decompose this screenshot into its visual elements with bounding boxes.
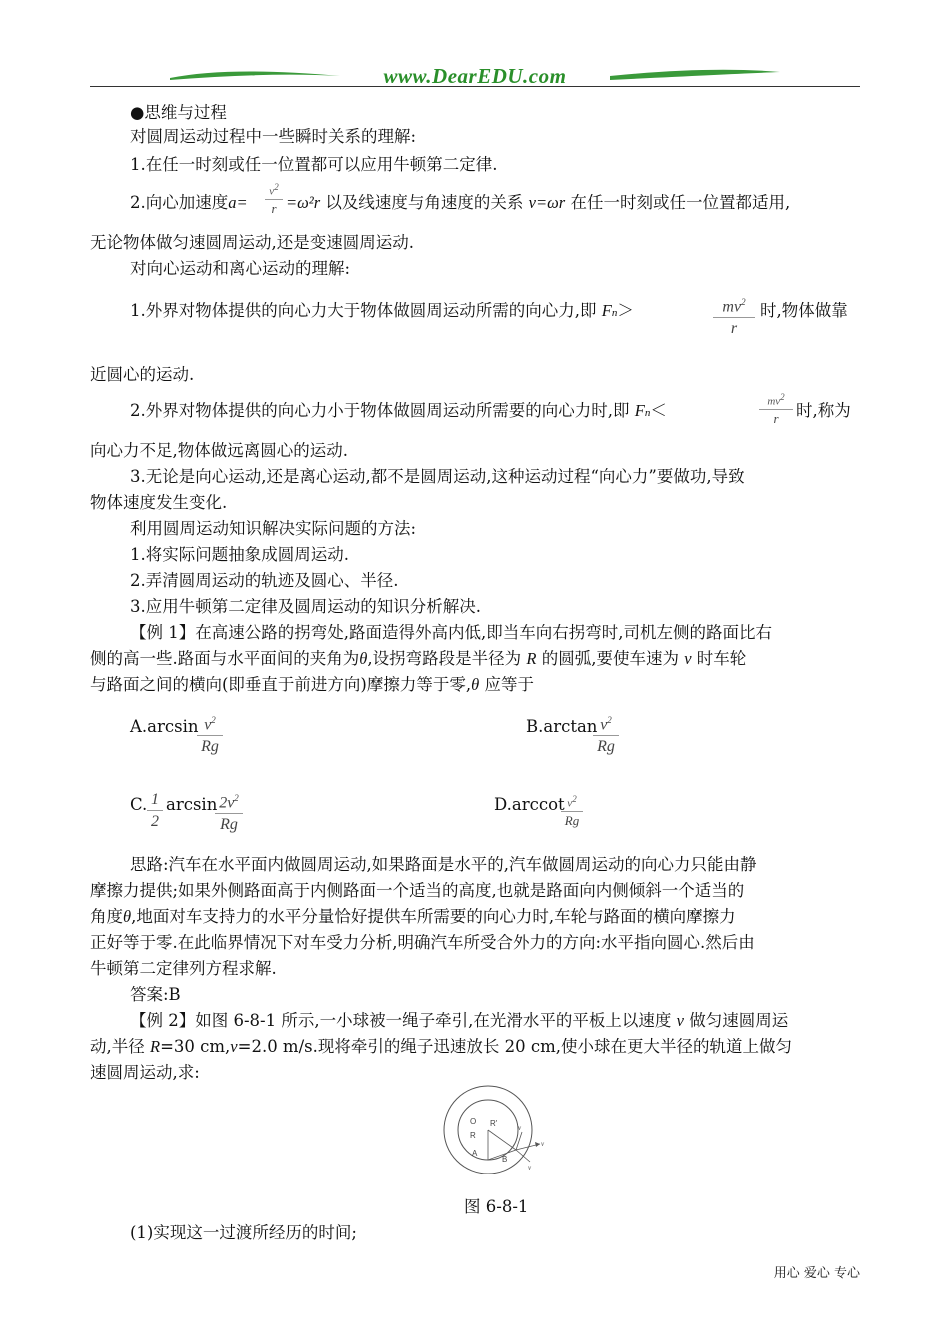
text-line: 对向心运动和离心运动的理解:	[130, 259, 351, 278]
fraction-mv2-over-r	[758, 390, 794, 428]
math-sub: n	[611, 307, 618, 319]
math-num: v	[204, 716, 212, 734]
math-var: v	[684, 649, 692, 668]
math-var: R	[150, 1037, 161, 1056]
text-span: 角度	[90, 907, 123, 926]
answer-line: 答案:B	[130, 985, 181, 1004]
math-sup: 2	[211, 715, 216, 725]
math-den: Rg	[564, 812, 580, 828]
text-line: 3.应用牛顿第二定律及圆周运动的知识分析解决.	[130, 597, 481, 616]
example-2-line: 速圆周运动,求:	[90, 1063, 200, 1082]
text-span: 应等于	[484, 675, 534, 694]
math-var: v	[676, 1011, 684, 1030]
math-den: 2	[151, 813, 159, 830]
option-c-func: arcsin	[166, 795, 218, 814]
math-var: F	[601, 301, 612, 320]
circle-diagram	[440, 1082, 560, 1174]
option-c-half	[146, 790, 164, 833]
math-sup: 2	[572, 794, 577, 804]
text-line: 向心力不足,物体做远离圆心的运动.	[90, 441, 348, 460]
math-num: mv	[767, 395, 781, 408]
solution-line	[90, 906, 736, 928]
example-2-line	[90, 1036, 792, 1058]
math-var: F	[634, 401, 645, 420]
math-sup: 2	[274, 182, 279, 192]
math-num: v	[567, 797, 573, 810]
fig-label: v	[528, 1164, 532, 1172]
text-span: ,设拐弯路段是半径为	[367, 649, 522, 668]
fraction-v2-over-r	[264, 180, 284, 218]
text-line: 3.无论是向心运动,还是离心运动,都不是圆周运动,这种运动过程“向心力”要做功,导致	[130, 467, 745, 486]
text-span: 侧的高一些.路面与水平面间的夹角为	[90, 649, 360, 668]
fig-label: v	[518, 1124, 522, 1132]
text-line: 物体速度发生变化.	[90, 493, 228, 512]
math-num: mv	[722, 298, 742, 316]
figure-6-8-1	[440, 1082, 560, 1174]
logo-text: www.DearEDU.com	[383, 64, 567, 88]
text-span: 1.外界对物体提供的向心力大于物体做圆周运动所需的向心力,即	[130, 301, 597, 320]
math-var: v	[230, 1037, 238, 1056]
text-span: =2.0 m/s.现将牵引的绳子迅速放长 20 cm,使小球在更大半径的轨道上做匀	[237, 1037, 792, 1056]
section-heading: ●思维与过程	[130, 103, 227, 122]
math-sup: 2	[234, 793, 239, 803]
text-span: 做匀速圆周运	[689, 1011, 789, 1030]
math-den: r	[730, 320, 738, 338]
text-line	[130, 300, 634, 324]
math-num: 2v	[219, 794, 235, 812]
example-1-line	[90, 648, 746, 670]
text-line: 无论物体做匀速圆周运动,还是变速圆周运动.	[90, 233, 414, 252]
math-num: 1	[151, 791, 159, 808]
text-line: 对圆周运动过程中一些瞬时关系的理解:	[130, 127, 417, 146]
text-line: 2.弄清圆周运动的轨迹及圆心、半径.	[130, 571, 399, 590]
text-span: 时车轮	[696, 649, 747, 668]
math-den: Rg	[220, 816, 238, 834]
option-c-fraction	[214, 788, 244, 836]
math-num: v	[600, 716, 608, 734]
option-b-fraction	[592, 710, 620, 758]
text-line: 时,物体做靠	[760, 301, 848, 320]
math-num: v	[269, 185, 275, 198]
math-den: r	[271, 200, 277, 216]
example-1-line: 【例 1】在高速公路的拐弯处,路面造得外高内低,即当车向右拐弯时,司机左侧的路面比右	[130, 623, 772, 642]
math-gt: ＞	[617, 301, 634, 320]
solution-line: 摩擦力提供;如果外侧路面高于内侧路面一个适当的高度,也就是路面向内侧倾斜一个适当的	[90, 881, 745, 900]
fig-label: R'	[490, 1119, 498, 1128]
text-span: 的圆弧,要使车速为	[541, 649, 679, 668]
text-span: 与路面之间的横向(即垂直于前进方向)摩擦力等于零,	[90, 675, 472, 694]
solution-line: 牛顿第二定律列方程求解.	[90, 959, 277, 978]
fig-label: v	[541, 1140, 545, 1148]
fig-label: B	[502, 1155, 508, 1164]
fraction-mv2-over-r	[712, 292, 756, 340]
solution-line: 正好等于零.在此临界情况下对车受力分析,明确汽车所受合外力的方向:水平指向圆心.然后由	[90, 933, 755, 952]
math-eq: =	[236, 193, 248, 212]
math-var: θ	[471, 675, 480, 694]
footer-text: 用心 爱心 专心	[773, 1266, 860, 1281]
math-sup: 2	[741, 297, 746, 307]
example-1-line	[90, 674, 534, 696]
math-sup: 2	[607, 715, 612, 725]
text-span: 2.外界对物体提供的向心力小于物体做圆周运动所需要的向心力时,即	[130, 401, 630, 420]
option-d-fraction	[560, 792, 584, 830]
math-lt: ＜	[650, 401, 667, 420]
math-var: θ	[359, 649, 368, 668]
math-var: R	[526, 649, 537, 668]
figure-caption: 图 6-8-1	[464, 1197, 529, 1216]
option-d-label: D.arccot	[494, 795, 565, 814]
fig-label: O	[470, 1117, 477, 1126]
text-span: ,地面对车支持力的水平分量恰好提供车所需要的向心力时,车轮与路面的横向摩擦力	[131, 907, 736, 926]
math-sup: 2	[780, 392, 785, 402]
math-var: a	[228, 193, 237, 212]
math-den: Rg	[597, 738, 615, 756]
text-line: 近圆心的运动.	[90, 365, 195, 384]
math-expr: =ω²r	[286, 193, 321, 212]
question-line: (1)实现这一过渡所经历的时间;	[130, 1223, 357, 1242]
option-a-label: A.arcsin	[130, 717, 199, 736]
text-span: 以及线速度与角速度的关系	[325, 193, 524, 212]
text-line	[130, 400, 667, 424]
option-a-fraction	[196, 710, 224, 758]
text-line: 1.在任一时刻或任一位置都可以应用牛顿第二定律.	[130, 155, 498, 174]
text-line: 时,称为	[796, 401, 851, 420]
header-logo	[170, 62, 780, 92]
option-c-label: C.	[130, 795, 148, 814]
text-line: 利用圆周运动知识解决实际问题的方法:	[130, 519, 417, 538]
text-line	[286, 192, 790, 214]
math-den: Rg	[201, 738, 219, 756]
option-b-label: B.arctan	[526, 717, 598, 736]
text-span: 在任一时刻或任一位置都适用,	[570, 193, 791, 212]
text-line	[130, 192, 248, 214]
math-expr: v=ωr	[528, 193, 566, 212]
math-den: r	[773, 410, 779, 426]
fig-label: R	[470, 1131, 476, 1140]
text-span: 动,半径	[90, 1037, 145, 1056]
fig-label: A	[472, 1149, 478, 1158]
solution-line: 思路:汽车在水平面内做圆周运动,如果路面是水平的,汽车做圆周运动的向心力只能由静	[130, 855, 757, 874]
text-line: 1.将实际问题抽象成圆周运动.	[130, 545, 349, 564]
text-span: 【例 2】如图 6-8-1 所示,一小球被一绳子牵引,在光滑水平的平板上以速度	[130, 1011, 672, 1030]
text-span: 2.向心加速度	[130, 193, 229, 212]
text-span: =30 cm,	[160, 1037, 231, 1056]
math-var: θ	[123, 907, 132, 926]
example-2-line	[130, 1010, 788, 1032]
math-sub: n	[644, 407, 651, 419]
